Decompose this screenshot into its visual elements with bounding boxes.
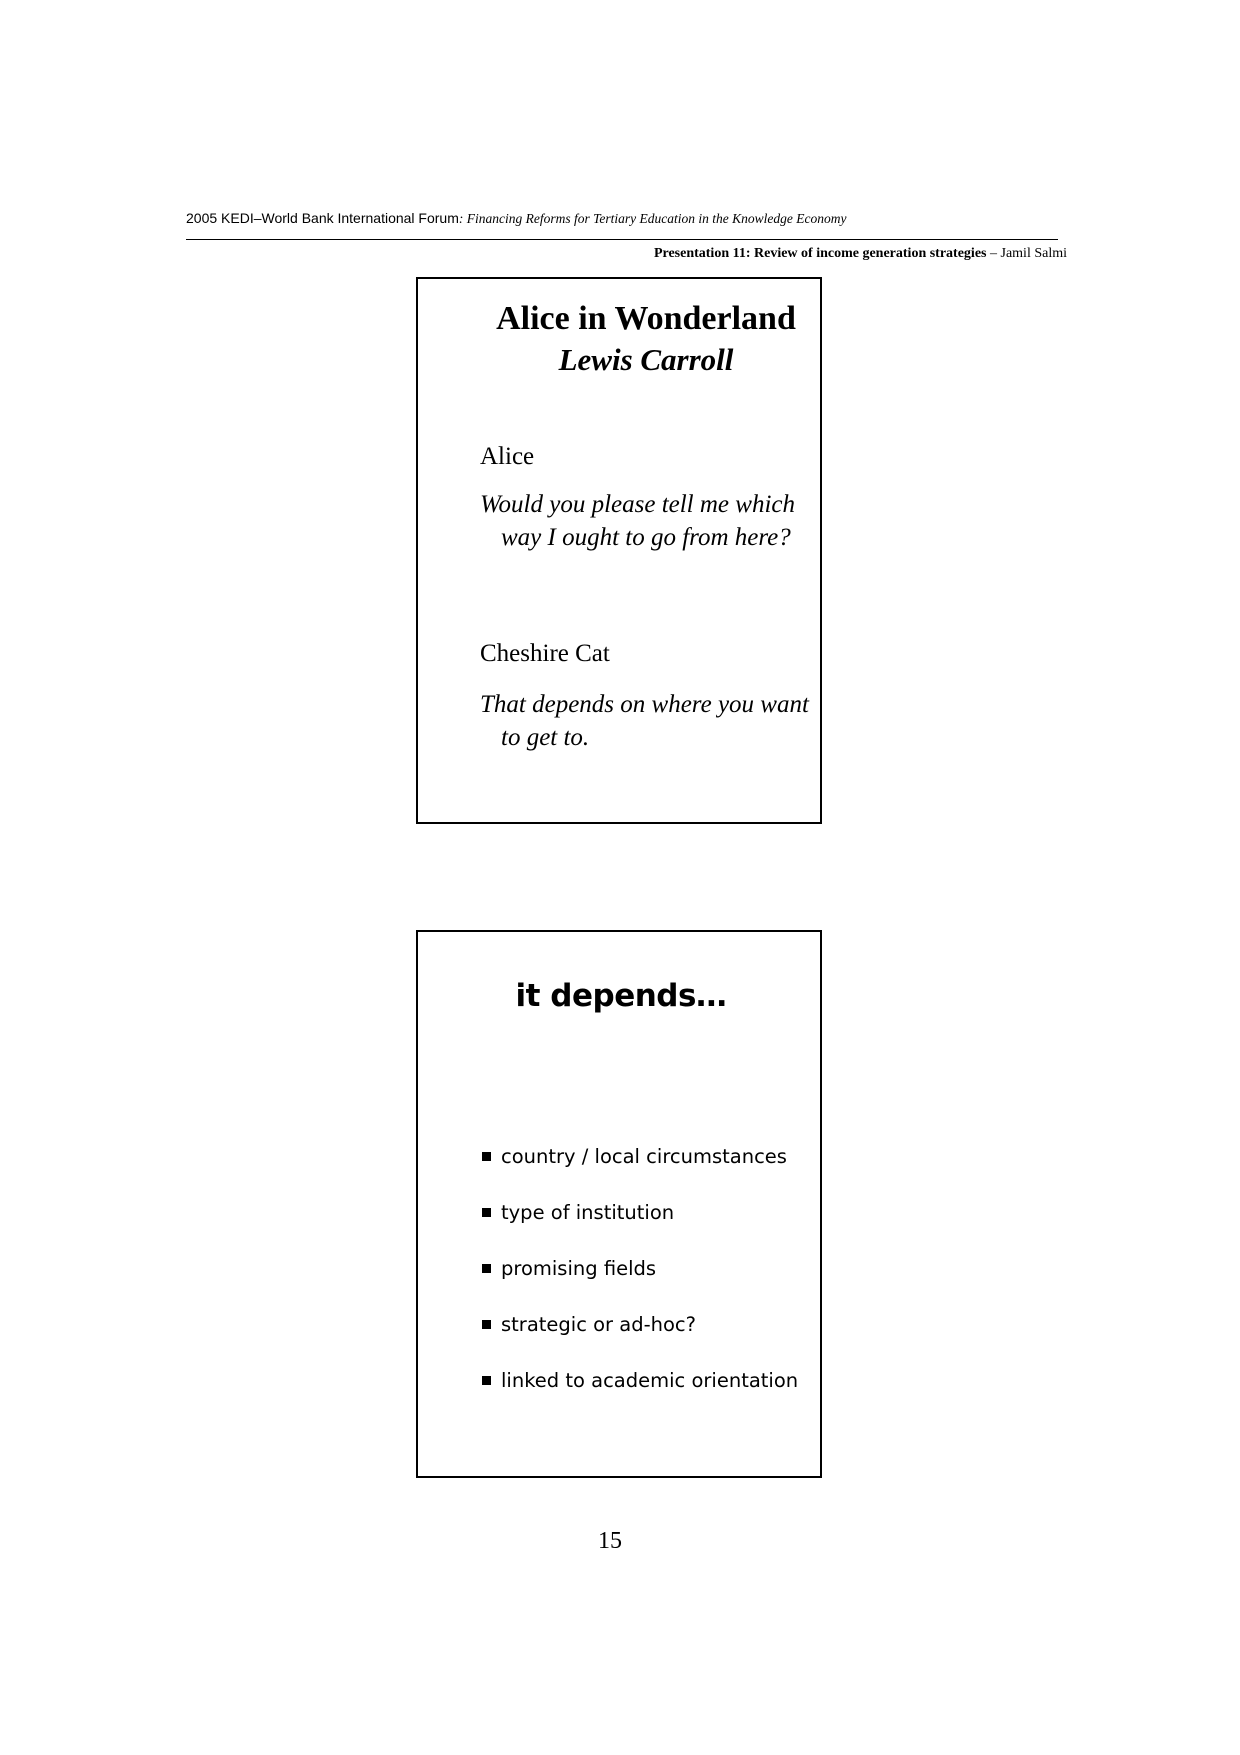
speaker-name: Alice: [480, 443, 535, 470]
slide-title: it depends…: [515, 978, 727, 1014]
square-bullet-icon: [482, 1264, 491, 1273]
list-item: [482, 1184, 798, 1240]
header-author-separator: –: [986, 246, 1001, 261]
header-organization: 2005 KEDI–World Bank International Forum: [186, 210, 459, 226]
header-author: Jamil Salmi: [1000, 246, 1067, 261]
page-number: 15: [598, 1528, 622, 1554]
slide-title: Alice in Wonderland: [496, 300, 796, 337]
list-item: [482, 1296, 798, 1352]
speaker-name: Cheshire Cat: [480, 640, 610, 667]
square-bullet-icon: [482, 1152, 491, 1161]
header-divider: [186, 239, 1058, 240]
header-presentation-title: Presentation 11: Review of income generation strategies: [653, 246, 987, 261]
speaker-quote: That depends on where you want to get to.: [480, 691, 809, 751]
page-header-forum: [186, 210, 846, 228]
list-item-text: country / local circumstances: [501, 1144, 787, 1168]
list-item: [482, 1352, 798, 1408]
header-forum-title: Financing Reforms for Tertiary Education in the Knowledge Economy: [466, 211, 847, 226]
list-item: [482, 1240, 798, 1296]
bullet-list: [482, 1128, 798, 1408]
square-bullet-icon: [482, 1320, 491, 1329]
list-item-text: promising fields: [501, 1256, 657, 1280]
square-bullet-icon: [482, 1376, 491, 1385]
list-item-text: strategic or ad-hoc?: [501, 1312, 696, 1336]
slide-it-depends: [416, 930, 822, 1478]
header-separator: :: [458, 211, 467, 226]
list-item-text: linked to academic orientation: [501, 1368, 799, 1392]
page-header-presentation: [654, 246, 1067, 262]
speaker-quote: Would you please tell me which way I ought to go from here?: [480, 491, 795, 551]
slide-alice-in-wonderland: [416, 277, 822, 824]
list-item: [482, 1128, 798, 1184]
list-item-text: type of institution: [501, 1200, 675, 1224]
slide-subtitle: Lewis Carroll: [558, 342, 734, 377]
square-bullet-icon: [482, 1208, 491, 1217]
